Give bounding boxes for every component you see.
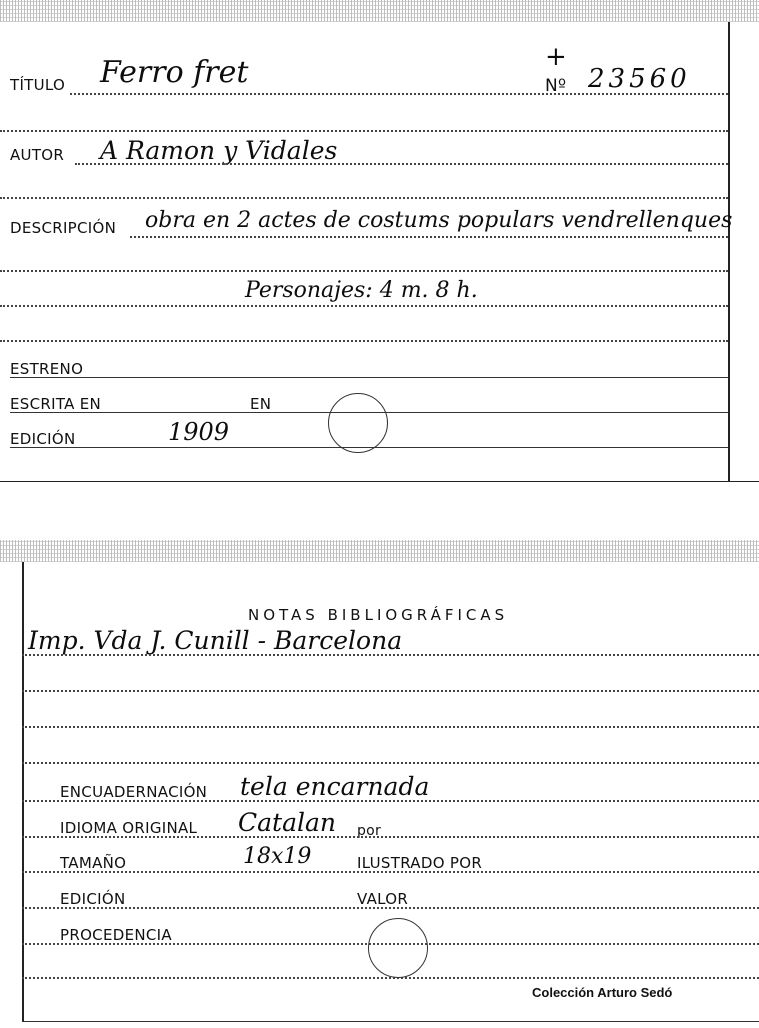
edicion-value: 1909 xyxy=(168,418,230,446)
card-bottom-border xyxy=(22,1021,759,1022)
rule-line xyxy=(0,340,728,342)
card-edge-speckle xyxy=(0,0,759,22)
notas-heading: NOTAS BIBLIOGRÁFICAS xyxy=(248,606,509,624)
idioma-value: Catalan xyxy=(238,808,336,837)
idioma-label: IDIOMA ORIGINAL xyxy=(60,819,198,837)
edicion-label: EDICIÓN xyxy=(60,890,126,908)
por-label: por xyxy=(357,823,382,839)
autor-line xyxy=(75,163,728,165)
rule-line xyxy=(22,690,759,692)
edicion-label: EDICIÓN xyxy=(10,430,76,448)
rule-line xyxy=(0,197,728,199)
rule-line xyxy=(22,871,759,873)
rule-line xyxy=(22,977,759,979)
estreno-line xyxy=(10,377,728,378)
encuadernacion-label: ENCUADERNACIÓN xyxy=(60,783,208,801)
rule-line xyxy=(0,305,728,307)
descripcion-value: obra en 2 actes de costums populars vendrellenques xyxy=(145,208,733,233)
card-right-border xyxy=(728,22,730,482)
card-left-border xyxy=(22,562,24,1022)
escrita-en-label: ESCRITA EN xyxy=(10,395,102,413)
number-value: 23560 xyxy=(588,64,691,94)
bottom-catalog-card xyxy=(0,540,759,1028)
stamp-circle xyxy=(328,393,388,453)
en-label: EN xyxy=(250,395,272,413)
descripcion-line xyxy=(130,236,728,238)
titulo-value: Ferro fret xyxy=(100,55,249,90)
rule-line xyxy=(22,800,759,802)
card-edge-speckle xyxy=(0,540,759,562)
tamano-value: 18x19 xyxy=(243,844,312,869)
number-mark: + xyxy=(545,42,567,72)
collection-footer: Colección Arturo Sedó xyxy=(532,985,673,1000)
rule-line xyxy=(0,130,728,132)
titulo-label: TÍTULO xyxy=(10,76,66,94)
autor-label: AUTOR xyxy=(10,146,65,164)
titulo-line xyxy=(70,93,728,95)
card-bottom-border xyxy=(0,481,759,482)
stamp-circle xyxy=(368,918,428,978)
rule-line xyxy=(22,762,759,764)
rule-line xyxy=(22,654,759,656)
top-catalog-card xyxy=(0,0,759,492)
ilustrado-label: ILUSTRADO POR xyxy=(357,854,483,872)
rule-line xyxy=(22,836,759,838)
rule-line xyxy=(22,907,759,909)
descripcion-label: DESCRIPCIÓN xyxy=(10,219,117,237)
rule-line xyxy=(22,726,759,728)
notas-value: Imp. Vda J. Cunill - Barcelona xyxy=(28,626,403,655)
procedencia-label: PROCEDENCIA xyxy=(60,926,172,944)
rule-line xyxy=(0,270,728,272)
autor-value: A Ramon y Vidales xyxy=(100,136,338,165)
number-label: Nº xyxy=(545,76,567,96)
tamano-label: TAMAÑO xyxy=(60,854,127,872)
encuadernacion-value: tela encarnada xyxy=(240,772,430,801)
descripcion-value-2: Personajes: 4 m. 8 h. xyxy=(245,278,478,303)
estreno-label: ESTRENO xyxy=(10,360,84,378)
valor-label: VALOR xyxy=(357,890,409,908)
